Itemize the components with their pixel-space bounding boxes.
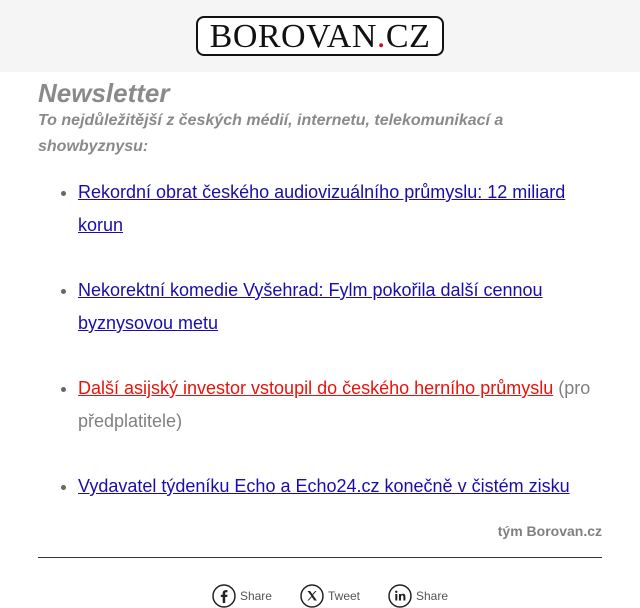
- news-link-premium[interactable]: Další asijský investor vstoupil do českého herního průmyslu: [78, 378, 554, 398]
- newsletter-content: [0, 72, 640, 608]
- newsletter-subtitle: To nejdůležitější z českých médií, internetu, telekomunikací a showbyznysu:: [38, 112, 504, 155]
- news-link[interactable]: Vydavatel týdeníku Echo a Echo24.cz konečně v čistém zisku: [78, 476, 570, 496]
- list-item: [78, 470, 602, 503]
- list-item: [78, 372, 602, 438]
- news-list: [38, 176, 602, 503]
- linkedin-share-button[interactable]: [388, 584, 448, 608]
- linkedin-icon: [388, 584, 412, 608]
- share-bar: [38, 584, 602, 608]
- logo-main: BOROVAN: [209, 18, 377, 55]
- share-label: Share: [416, 589, 449, 603]
- x-icon: [300, 584, 324, 608]
- divider: [38, 557, 602, 558]
- logo-dot: .: [376, 18, 386, 55]
- news-link[interactable]: Nekorektní komedie Vyšehrad: Fylm pokořila další cennou byznysovou metu: [78, 280, 543, 333]
- logo-tld: CZ: [385, 18, 431, 55]
- list-item: [78, 274, 602, 340]
- tweet-button[interactable]: [300, 584, 360, 608]
- tweet-label: Tweet: [327, 589, 360, 603]
- facebook-share-button[interactable]: [212, 584, 272, 608]
- signature: tým Borovan.cz: [497, 523, 602, 539]
- share-label: Share: [239, 589, 272, 603]
- subscriber-note: (pro předplatitele): [78, 378, 591, 431]
- header: [0, 0, 640, 72]
- newsletter-title: Newsletter: [38, 78, 170, 108]
- facebook-icon: [212, 584, 236, 608]
- list-item: [78, 176, 602, 242]
- borovan-logo[interactable]: [196, 16, 445, 56]
- news-link[interactable]: Rekordní obrat českého audiovizuálního průmyslu: 12 miliard korun: [78, 182, 566, 235]
